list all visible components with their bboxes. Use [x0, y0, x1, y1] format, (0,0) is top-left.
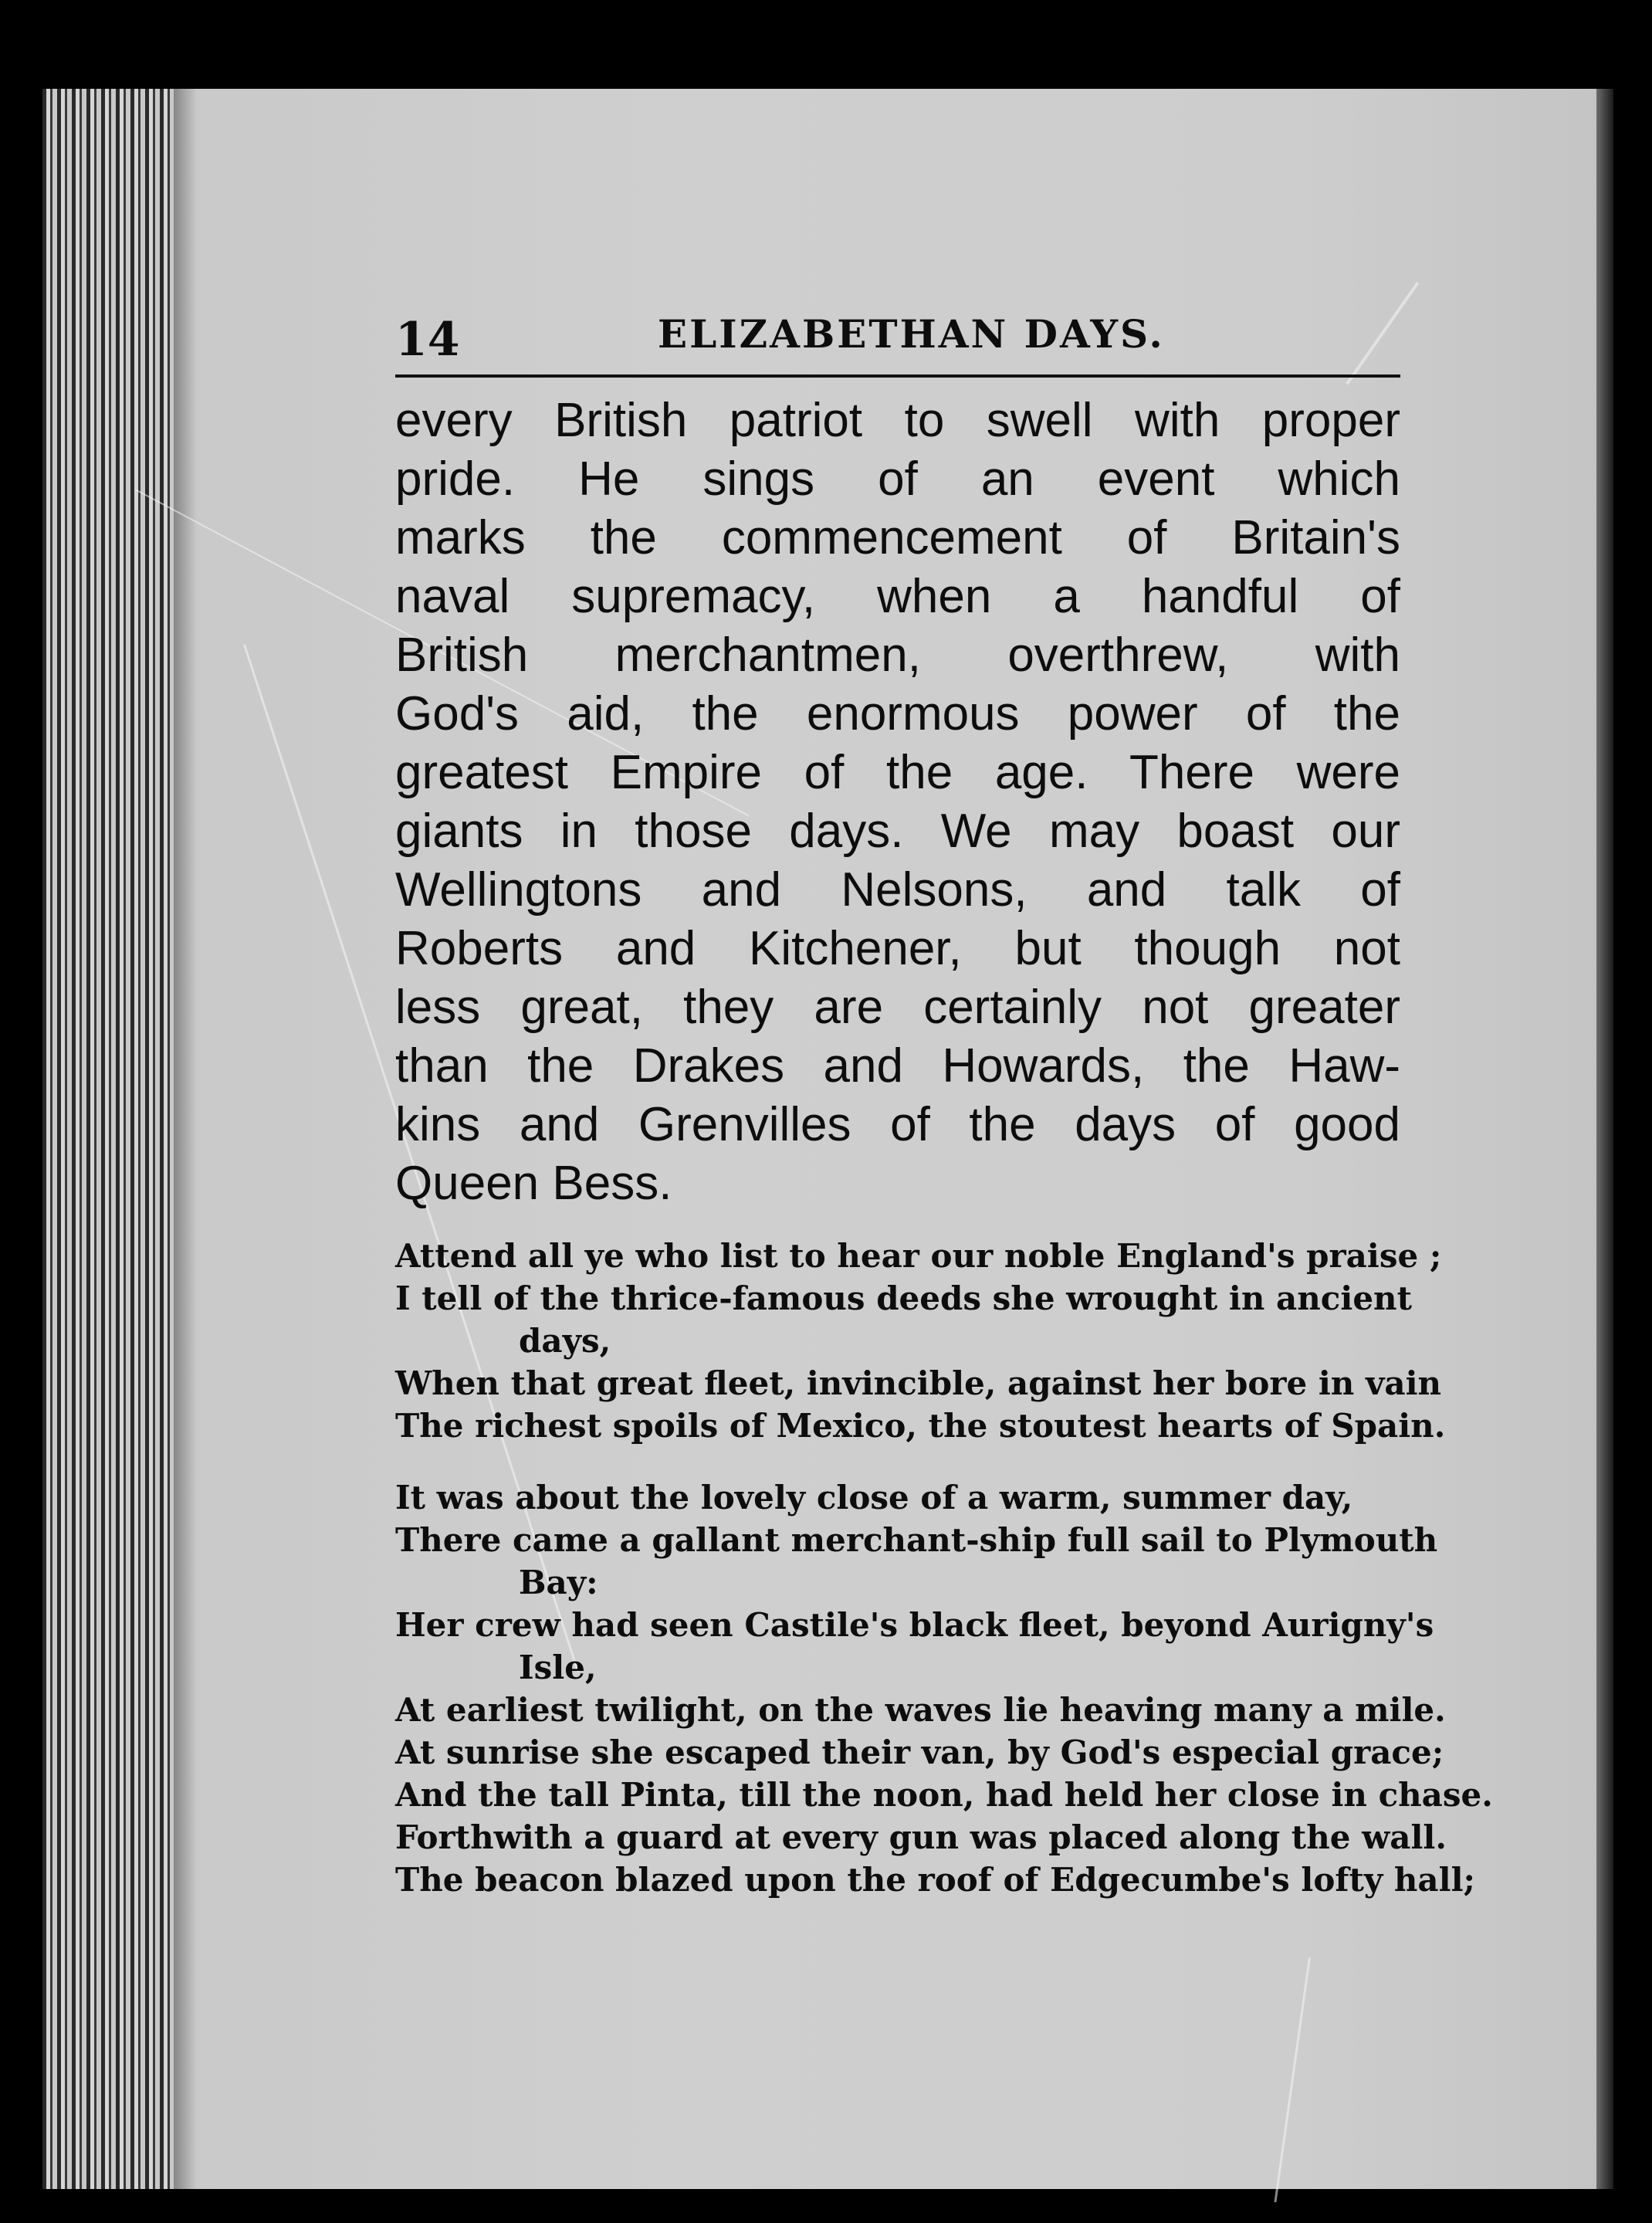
text-line: every British patriot to swell with proper: [395, 394, 1400, 447]
verse-line: Her crew had seen Castile's black fleet, beyond Aurigny's: [395, 1606, 1434, 1644]
text-line: God's aid, the enormous power of the: [395, 687, 1400, 740]
text-line: Queen Bess.: [395, 1157, 672, 1210]
verse-line: Forthwith a guard at every gun was placed along the wall.: [395, 1818, 1447, 1856]
verse-line: And the tall Pinta, till the noon, had held her close in chase.: [395, 1776, 1493, 1814]
text-line: Roberts and Kitchener, but though not: [395, 922, 1400, 975]
page-header: [395, 305, 1400, 378]
running-head: ELIZABETHAN DAYS.: [658, 311, 1165, 357]
page-right-edge: [1596, 89, 1613, 2189]
verse-line: The beacon blazed upon the roof of Edgecumbe's lofty hall;: [395, 1861, 1476, 1899]
text-line: Wellingtons and Nelsons, and talk of: [395, 863, 1400, 917]
verse-continuation: Isle,: [519, 1649, 597, 1686]
poem-stanza: [395, 1476, 1493, 1901]
page-edges: [42, 89, 174, 2189]
verse-line: At earliest twilight, on the waves lie heaving many a mile.: [395, 1691, 1446, 1729]
verse-line: When that great fleet, invincible, against her bore in vain: [395, 1364, 1442, 1402]
verse-line: Attend all ye who list to hear our noble England's praise ;: [395, 1237, 1442, 1275]
text-line: kins and Grenvilles of the days of good: [395, 1098, 1400, 1151]
text-line: less great, they are certainly not greater: [395, 981, 1400, 1034]
verse-continuation: days,: [519, 1322, 611, 1360]
text-line: marks the commencement of Britain's: [395, 511, 1400, 564]
verse-continuation: Bay:: [519, 1564, 598, 1601]
verse-line: I tell of the thrice-famous deeds she wrought in ancient: [395, 1279, 1412, 1317]
verse-line: The richest spoils of Mexico, the stoutest hearts of Spain.: [395, 1407, 1446, 1445]
text-line: greatest Empire of the age. There were: [395, 746, 1400, 799]
prose-paragraph: [395, 391, 1400, 1213]
poem-stanza: [395, 1235, 1446, 1447]
text-line: pride. He sings of an event which: [395, 452, 1400, 506]
text-line: giants in those days. We may boast our: [395, 805, 1400, 858]
film-scratch: [1274, 1957, 1311, 2202]
text-line: than the Drakes and Howards, the Haw-: [395, 1039, 1400, 1093]
page-content: [395, 305, 1493, 1901]
verse-line: It was about the lovely close of a warm, summer day,: [395, 1479, 1353, 1516]
verse-line: At sunrise she escaped their van, by God's especial grace;: [395, 1733, 1444, 1771]
text-line: British merchantmen, overthrew, with: [395, 629, 1400, 682]
page-number: 14: [395, 313, 460, 367]
text-line: naval supremacy, when a handful of: [395, 570, 1400, 623]
verse-line: There came a gallant merchant-ship full sail to Plymouth: [395, 1521, 1438, 1559]
